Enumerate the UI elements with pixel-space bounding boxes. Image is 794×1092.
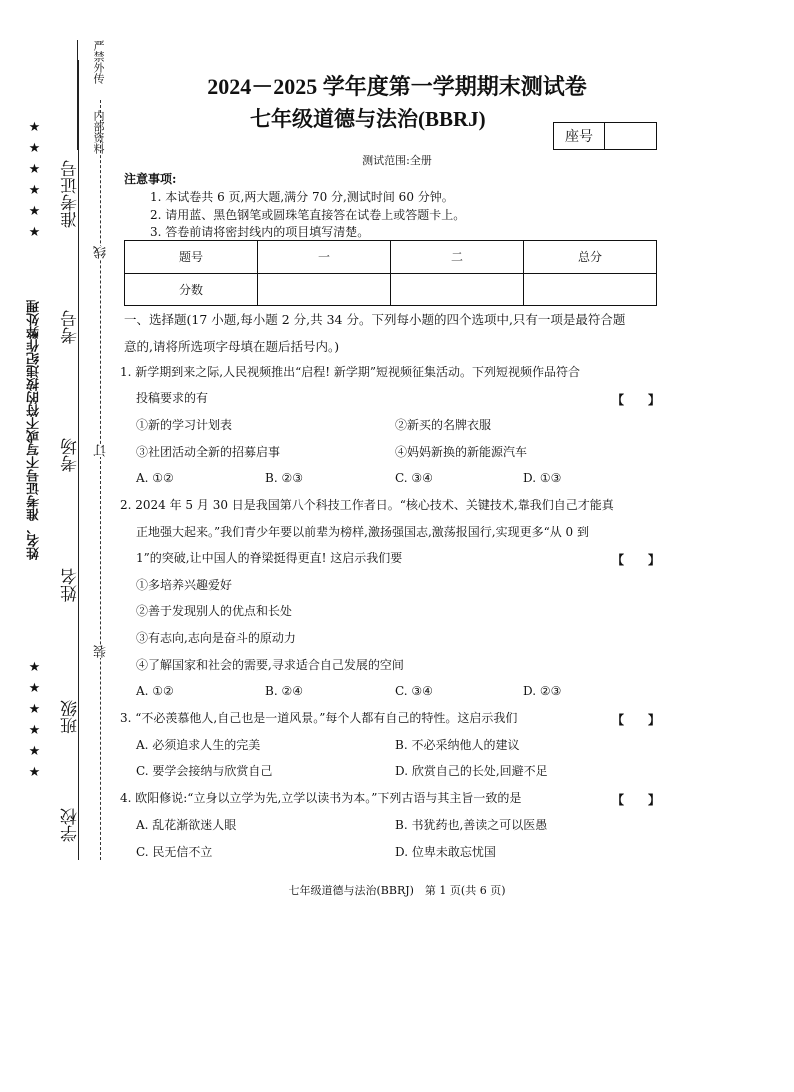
question-2-stem-cont: 1”的突破,让中国人的脊梁挺得更直! 这启示我们要 (136, 551, 403, 565)
question-2-choice-b: B. ②④ (265, 684, 303, 698)
score-row-label: 分数 (125, 273, 258, 306)
question-3-stem: 3. “不必羡慕他人,自己也是一道风景。”每个人都有自己的特性。这启示我们 (120, 711, 518, 725)
note-item: 3. 答卷前请将密封线内的项目填写清楚。 (150, 225, 370, 239)
notes-heading: 注意事项: (124, 172, 177, 186)
question-1-option: ④妈妈新换的新能源汽车 (395, 445, 528, 459)
score-header-cell: 一 (258, 241, 391, 274)
question-1-choice-b: B. ②③ (265, 471, 303, 485)
confidential-label: 严禁外传 (92, 40, 105, 84)
note-item: 1. 本试卷共 6 页,两大题,满分 70 分,测试时间 60 分钟。 (150, 190, 454, 204)
score-cell[interactable] (258, 273, 391, 306)
field-exam-room: 考场 (61, 438, 81, 472)
section-heading-cont: 意的,请将所选项字母填在题后括号内。) (124, 339, 340, 354)
field-admission-number: 准考证号 (61, 160, 81, 228)
question-4-choice-a: A. 乱花渐欲迷人眼 (136, 818, 237, 832)
question-2-stem: 2. 2024 年 5 月 30 日是我国第八个科技工作者日。“核心技术、关键技术,靠我们自己才能真 (120, 498, 614, 512)
score-table (124, 240, 657, 306)
exam-title: 2024－2025 学年度第一学期期末测试卷 (207, 74, 587, 99)
section-heading: 一、选择题(17 小题,每小题 2 分,共 34 分。下列每小题的四个选项中,只有一项是最符合题 (124, 312, 626, 327)
question-1-option: ②新买的名牌衣服 (395, 418, 492, 432)
score-table-score-row (125, 273, 657, 306)
question-1-option: ③社团活动全新的招募启事 (136, 445, 281, 459)
question-3-choice-b: B. 不必采纳他人的建议 (395, 738, 520, 752)
question-1-option: ①新的学习计划表 (136, 418, 233, 432)
question-3-choice-a: A. 必须追求人生的完美 (136, 738, 261, 752)
score-header-cell: 题号 (125, 241, 258, 274)
binding-dashed-line (100, 100, 101, 860)
question-1-stem: 1. 新学期到来之际,人民视频推出“启程! 新学期”短视频征集活动。下列短视频作品符合 (120, 365, 580, 379)
answer-bracket-1[interactable]: 【 】 (612, 393, 661, 407)
question-2-option: ①多培养兴趣爱好 (136, 578, 233, 592)
question-4-choice-d: D. 位卑未敢忘忧国 (395, 845, 496, 859)
binding-mark-zhuang: 装 (94, 645, 109, 658)
stars-bottom: ★★★★★★ (27, 660, 42, 786)
note-item: 2. 请用蓝、黑色钢笔或圆珠笔直接答在试卷上或答题卡上。 (150, 208, 466, 222)
score-cell[interactable] (524, 273, 657, 306)
question-2-choice-a: A. ①② (136, 684, 174, 698)
answer-bracket-4[interactable]: 【 】 (612, 793, 661, 807)
score-cell[interactable] (391, 273, 524, 306)
answer-bracket-3[interactable]: 【 】 (612, 713, 661, 727)
question-2-choice-c: C. ③④ (395, 684, 433, 698)
field-exam-number: 考号 (61, 310, 81, 344)
question-2-option: ②善于发现别人的优点和长处 (136, 604, 293, 618)
field-school: 学校 (61, 808, 81, 842)
binding-mark-ding: 订 (94, 444, 109, 457)
question-1-choice-c: C. ③④ (395, 471, 433, 485)
question-2-option: ④了解国家和社会的需要,寻求适合自己发展的空间 (136, 658, 404, 672)
score-table-header-row (125, 241, 657, 274)
binding-mark-xian: 线 (94, 246, 109, 259)
question-2-option: ③有志向,志向是奋斗的原动力 (136, 631, 296, 645)
question-4-choice-c: C. 民无信不立 (136, 845, 213, 859)
question-3-choice-c: C. 要学会接纳与欣赏自己 (136, 764, 273, 778)
question-1-choice-d: D. ①③ (523, 471, 562, 485)
question-1-choice-a: A. ①② (136, 471, 174, 485)
field-name: 姓名 (61, 568, 81, 602)
score-header-cell: 二 (391, 241, 524, 274)
seat-number-label: 座号 (554, 123, 605, 149)
question-1-stem-cont: 投稿要求的有 (136, 391, 209, 405)
exam-subtitle: 七年级道德与法治(BBRJ) (250, 107, 486, 131)
warning-text: 姓名、准考证号不写或不符的按违纪作弊处理 (27, 300, 42, 560)
internal-label: 内部资料 (92, 110, 105, 154)
score-header-cell: 总分 (524, 241, 657, 274)
stars-top: ★★★★★★ (27, 120, 42, 246)
test-scope: 测试范围:全册 (362, 154, 432, 167)
answer-bracket-2[interactable]: 【 】 (612, 553, 661, 567)
seat-number-box (553, 122, 657, 150)
question-4-stem: 4. 欧阳修说:“立身以立学为先,立学以读书为本。”下列古语与其主旨一致的是 (120, 791, 522, 805)
question-3-choice-d: D. 欣赏自己的长处,回避不足 (395, 764, 548, 778)
seat-number-field[interactable] (605, 123, 656, 149)
question-4-choice-b: B. 书犹药也,善读之可以医愚 (395, 818, 548, 832)
field-class: 班级 (61, 700, 81, 734)
page-footer: 七年级道德与法治(BBRJ) 第 1 页(共 6 页) (288, 884, 506, 897)
question-2-choice-d: D. ②③ (523, 684, 562, 698)
question-2-stem-cont: 正地强大起来。”我们青少年要以前辈为榜样,激扬强国志,激荡报国行,实现更多“从 0 到 (136, 525, 589, 539)
